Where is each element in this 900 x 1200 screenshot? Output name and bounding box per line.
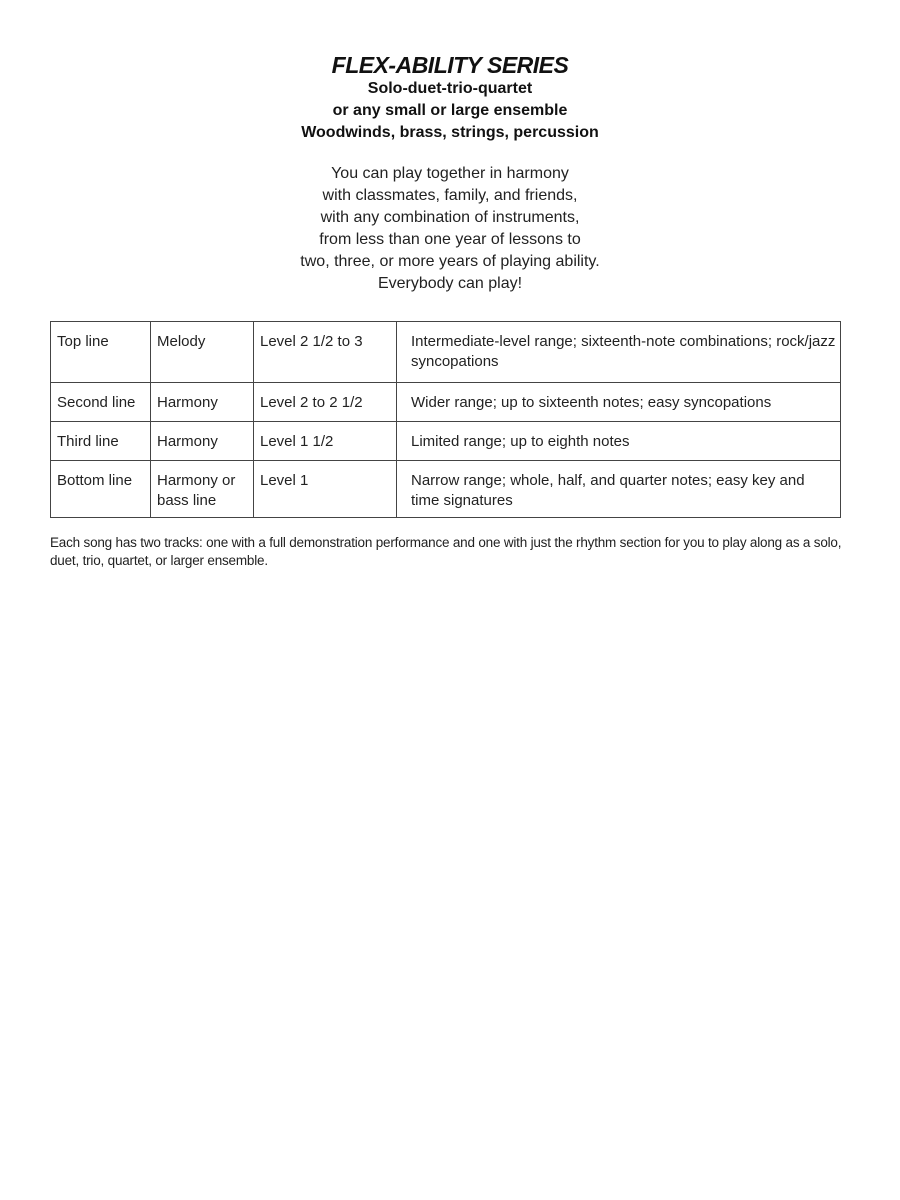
description-cell: Limited range; up to eighth notes [397, 422, 841, 461]
part-cell: Harmony or bass line [151, 461, 254, 518]
table-row [51, 422, 841, 461]
subtitle-line: or any small or large ensemble [332, 102, 568, 119]
description-cell: Wider range; up to sixteenth notes; easy syncopations [397, 383, 841, 422]
table-row [51, 322, 841, 383]
intro-line: You can play together in harmony [331, 165, 569, 182]
level-cell: Level 1 1/2 [254, 422, 397, 461]
description-cell: Narrow range; whole, half, and quarter notes; easy key and time signatures [397, 461, 841, 518]
level-cell: Level 2 1/2 to 3 [254, 322, 397, 383]
part-cell: Harmony [151, 422, 254, 461]
level-cell: Level 2 to 2 1/2 [254, 383, 397, 422]
part-cell: Melody [151, 322, 254, 383]
subtitle-line: Solo-duet-trio-quartet [367, 80, 533, 97]
line-cell: Second line [51, 383, 151, 422]
line-cell: Bottom line [51, 461, 151, 518]
level-table [50, 321, 841, 518]
intro-line: with any combination of instruments, [320, 209, 580, 226]
level-cell: Level 1 [254, 461, 397, 518]
table-row [51, 461, 841, 518]
intro-line: two, three, or more years of playing ability. [300, 253, 600, 270]
part-cell: Harmony [151, 383, 254, 422]
intro-paragraph [0, 163, 900, 295]
line-cell: Third line [51, 422, 151, 461]
intro-line: from less than one year of lessons to [319, 231, 581, 248]
line-cell: Top line [51, 322, 151, 383]
page-title: FLEX-ABILITY SERIES [331, 52, 569, 78]
intro-line: Everybody can play! [377, 275, 523, 292]
subtitle-line: Woodwinds, brass, strings, percussion [301, 124, 599, 141]
footnote: Each song has two tracks: one with a full demonstration performance and one with just the rhythm section for you to play along as a solo, duet, trio, quartet, or larger ensemble. [50, 535, 842, 568]
table-row [51, 383, 841, 422]
subtitle-block [0, 78, 900, 144]
description-cell: Intermediate-level range; sixteenth-note combinations; rock/jazz syncopations [397, 322, 841, 383]
intro-line: with classmates, family, and friends, [322, 187, 578, 204]
